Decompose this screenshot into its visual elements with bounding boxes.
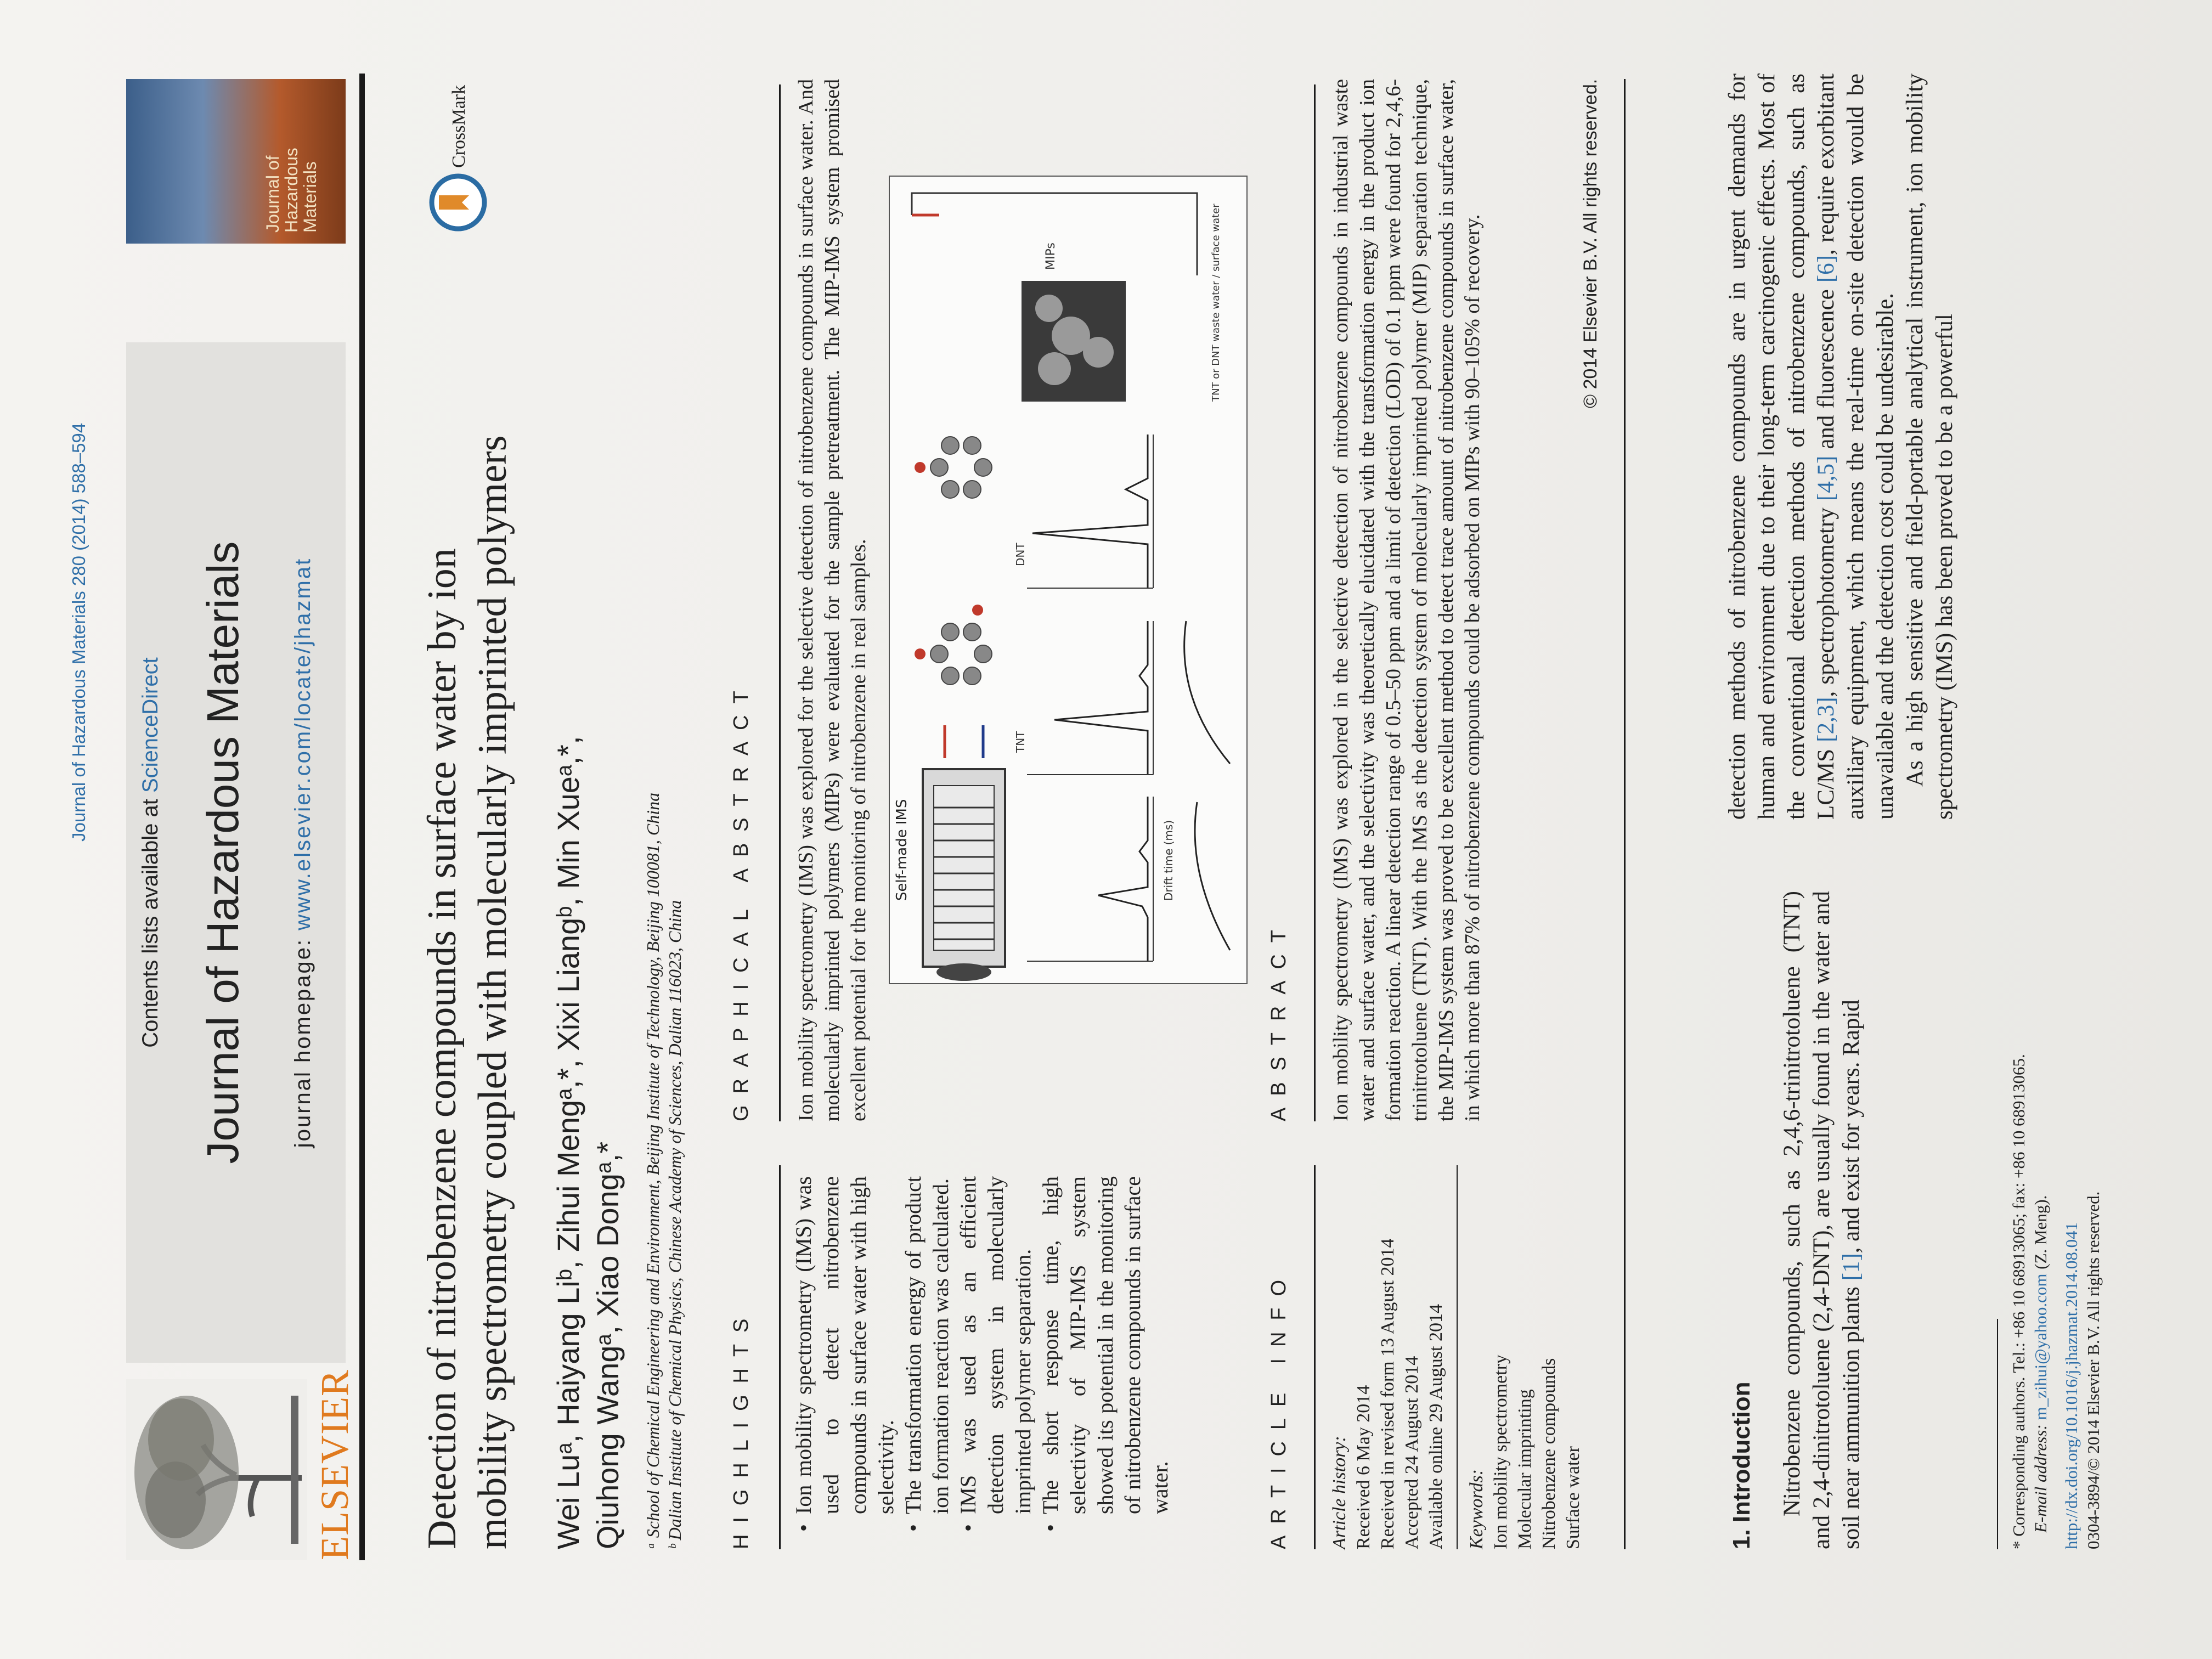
homepage-line bbox=[291, 342, 315, 1363]
publisher-name: ELSEVIER bbox=[313, 1369, 357, 1560]
abstract-rule bbox=[1314, 84, 1316, 1121]
intro-text: Nitrobenzene compounds, such as 2,4,6-trinitrotoluene (TNT) and 2,4-dinitrotoluene (2,4-DNT), are usually found in the water and soil near ammunition plants bbox=[1779, 891, 1864, 1549]
device-label: Self-made IMS bbox=[894, 799, 910, 901]
title-line-1: Detection of nitrobenzene compounds in surface water by ion bbox=[420, 548, 465, 1549]
intro-text: and fluorescence bbox=[1813, 283, 1839, 456]
keywords-label: Keywords: bbox=[1466, 1469, 1487, 1549]
intro-heading: 1. Introduction bbox=[1728, 1381, 1755, 1549]
citation-link[interactable]: [4,5] bbox=[1813, 455, 1839, 501]
highlights-rule bbox=[779, 1165, 781, 1549]
corresponding-footnote: * Corresponding authors. Tel.: +86 10 68913065; fax: +86 10 68913065. bbox=[2009, 1054, 2028, 1549]
abstract-copyright: © 2014 Elsevier B.V. All rights reserved. bbox=[1580, 78, 1601, 408]
contents-line bbox=[138, 342, 163, 1363]
email-prefix: E-mail address: bbox=[2031, 1420, 2050, 1533]
authors-line-2: Qiuhong Wangᵃ, Xiao Dongᵃ,* bbox=[590, 1141, 625, 1549]
cover-title: Journal of Hazardous Materials bbox=[263, 148, 320, 233]
homepage-link[interactable]: www.elsevier.com/locate/jhazmat bbox=[291, 557, 315, 930]
sciencedirect-link[interactable]: ScienceDirect bbox=[138, 657, 162, 793]
spectrum-line bbox=[1098, 797, 1148, 961]
keyword-item: Nitrobenzene compounds bbox=[1539, 1358, 1559, 1549]
article-history bbox=[1328, 1165, 1448, 1549]
footnote-rule bbox=[1997, 1319, 1998, 1549]
sample-label: TNT or DNT waste water / surface water bbox=[1210, 204, 1222, 402]
adsorption-curve bbox=[1195, 802, 1230, 950]
journal-header-box bbox=[126, 342, 346, 1363]
keyword-item: Surface water bbox=[1563, 1446, 1583, 1549]
intro-column-1 bbox=[1778, 891, 1866, 1549]
intro-text: , require exorbitant auxiliary equipment, which means the real-time on-site detection would be unavailable and the detection cost could be undesirable. bbox=[1813, 73, 1898, 820]
journal-cover bbox=[126, 79, 346, 244]
authors bbox=[549, 178, 628, 1549]
intro-text: , and exist for years. Rapid bbox=[1838, 1000, 1864, 1254]
keywords bbox=[1465, 1165, 1585, 1549]
history-item: Received 6 May 2014 bbox=[1353, 1385, 1374, 1549]
footnotes bbox=[2008, 452, 2104, 1549]
header-rule bbox=[359, 74, 365, 1560]
highlight-item: • Ion mobility spectrometry (IMS) was used to detect nitrobenzene compounds in surface water with high selectivity. bbox=[790, 1176, 900, 1514]
abstract-text: Ion mobility spectrometry (IMS) was explored in the selective detection of nitrobenzene compounds in industrial waste water and surface water, and the selectivity was theoretically elucidated with the transformation energy in the product ion formation reaction. A linear detection range of 0.5–50 ppm and a limit of detection (LOD) of 0.1 ppm were found for 2,4,6-trinitrotoluene (TNT). With the IMS as the detection system of molecularly imprinted polymer (MIP) separation technique, the MIP-IMS system was proved to be excellent method to detect trace amount of nitrobenzene compounds in surface water, in which more than 87% of nitrobenzene compounds could be adsorbed on MIPs with 90–105% of recovery. bbox=[1329, 79, 1484, 1121]
highlight-item: • IMS was used as an efficient detection system in molecularly imprinted polymer separation. bbox=[955, 1176, 1037, 1514]
contents-prefix: Contents lists available at bbox=[138, 793, 162, 1048]
crossmark-label: CrossMark bbox=[449, 84, 469, 168]
abstract-heading: ABSTRACT bbox=[1267, 918, 1290, 1121]
keyword-item: Molecular imprinting bbox=[1515, 1389, 1535, 1549]
article-info-rule bbox=[1314, 1165, 1316, 1549]
history-item: Available online 29 August 2014 bbox=[1426, 1304, 1446, 1549]
highlights-list bbox=[790, 1176, 1174, 1533]
keywords-rule bbox=[1457, 1165, 1458, 1549]
highlight-item: • The short response time, high selectivity of MIP-IMS system showed its potential in the monitoring of nitrobenzene compounds in surface water. bbox=[1037, 1176, 1174, 1514]
intro-text: detection methods of nitrobenzene compounds are in urgent demands for human and environment due to their long-term carcinogenic effects. Most of the conventional detection methods of nitrobenzene compounds, such as LC/MS bbox=[1724, 74, 1839, 820]
citation-link[interactable]: [2,3] bbox=[1813, 697, 1839, 742]
abstract-bottom-rule bbox=[1624, 79, 1626, 1549]
crossmark-icon bbox=[428, 172, 488, 233]
graphical-abstract-svg bbox=[890, 177, 1246, 983]
issn-line: 0304-3894/© 2014 Elsevier B.V. All rights reserved. bbox=[2084, 1191, 2103, 1549]
graphical-abstract-heading: GRAPHICAL ABSTRACT bbox=[730, 679, 753, 1121]
tnt-label: TNT bbox=[1014, 731, 1027, 753]
intro-column-2 bbox=[1723, 74, 1960, 820]
highlight-item: • The transformation energy of product ion formation reaction was calculated. bbox=[900, 1176, 955, 1514]
citation-link[interactable]: [6] bbox=[1813, 255, 1839, 283]
journal-title: Journal of Hazardous Materials bbox=[198, 541, 248, 1164]
elsevier-logo bbox=[126, 1369, 357, 1560]
doi-link[interactable]: http://dx.doi.org/10.1016/j.jhazmat.2014.08.041 bbox=[2062, 1222, 2081, 1549]
highlights-heading: HIGHLIGHTS bbox=[730, 1307, 753, 1549]
article-history-label: Article history: bbox=[1329, 1436, 1350, 1549]
graphical-abstract-text: Ion mobility spectrometry (IMS) was explored for the selective detection of nitrobenzene compounds in surface water. And molecularly imprinted polymers (MIPs) were evaluated for the sample pretreatment. The MIP-IMS system promised excellent potential for the monitoring of nitrobenzene in real samples. bbox=[794, 79, 870, 1121]
article-title bbox=[417, 287, 518, 1549]
spectrum-line bbox=[1032, 435, 1148, 588]
intro-text: , spectrophotometry bbox=[1813, 501, 1839, 697]
adsorption-curve bbox=[1184, 621, 1230, 764]
mips-label: MIPs bbox=[1044, 242, 1058, 270]
intro-paragraph-2: As a high sensitive and field-portable analytical instrument, ion mobility spectrometry (IMS) has been proved to be a powerful bbox=[1902, 74, 1957, 820]
citation-link[interactable]: [1] bbox=[1838, 1253, 1864, 1281]
email-suffix: (Z. Meng). bbox=[2031, 1195, 2050, 1274]
elsevier-tree-icon bbox=[126, 1379, 307, 1560]
dnt-label: DNT bbox=[1014, 543, 1027, 566]
affiliations bbox=[642, 123, 686, 1549]
crossmark-badge[interactable] bbox=[422, 79, 499, 233]
keyword-item: Ion mobility spectrometry bbox=[1491, 1354, 1511, 1549]
authors-line-1: Wei Luᵃ, Haiyang Liᵇ, Zihui Mengᵃ,*, Xixi Liangᵇ, Min Xueᵃ,*, bbox=[551, 736, 585, 1549]
affiliation-b: ᵇ Dalian Institute of Chemical Physics, Chinese Academy of Sciences, Dalian 116023, China bbox=[665, 900, 685, 1549]
homepage-prefix: journal homepage: bbox=[291, 930, 315, 1148]
affiliation-a: ᵃ School of Chemical Engineering and Environment, Beijing Institute of Technology, Beijing 100081, China bbox=[643, 792, 663, 1549]
graphical-abstract-figure bbox=[889, 176, 1248, 984]
drift-time-label: Drift time (ms) bbox=[1162, 820, 1175, 901]
graphical-abstract-rule bbox=[779, 84, 781, 1121]
history-item: Accepted 24 August 2014 bbox=[1402, 1356, 1422, 1549]
journal-reference: Journal of Hazardous Materials 280 (2014) 588–594 bbox=[69, 422, 89, 842]
history-item: Received in revised form 13 August 2014 bbox=[1378, 1238, 1398, 1549]
spectrum-line bbox=[1054, 621, 1148, 775]
title-line-2: mobility spectrometry coupled with molecularly imprinted polymers bbox=[470, 435, 515, 1549]
article-info-heading: ARTICLE INFO bbox=[1267, 1268, 1290, 1549]
email-link[interactable]: m_zihui@yahoo.com bbox=[2031, 1273, 2050, 1420]
